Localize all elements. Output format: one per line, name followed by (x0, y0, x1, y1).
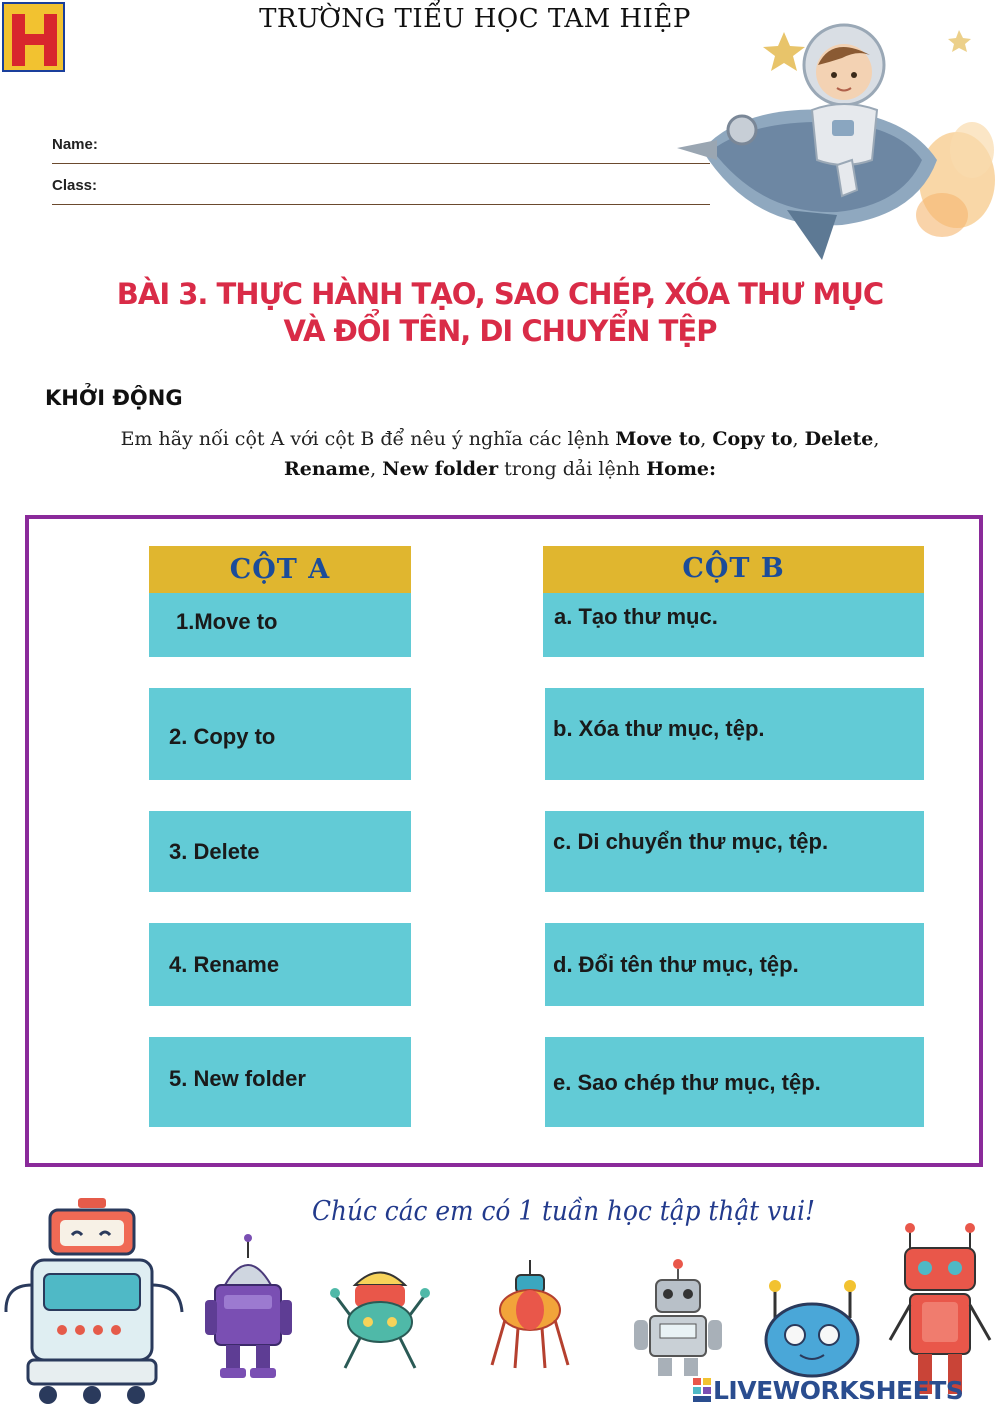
encouragement-message: Chúc các em có 1 tuần học tập thật vui! (312, 1196, 816, 1227)
lesson-title (60, 276, 940, 350)
class-field[interactable] (52, 177, 710, 205)
section-heading: KHỞI ĐỘNG (45, 386, 183, 410)
column-a-item-2[interactable]: 2. Copy to (149, 688, 411, 780)
name-field[interactable] (52, 136, 710, 164)
column-b-item-b[interactable]: b. Xóa thư mục, tệp. (545, 688, 924, 780)
column-b-item-c[interactable]: c. Di chuyển thư mục, tệp. (545, 811, 924, 892)
column-b-item-d[interactable]: d. Đổi tên thư mục, tệp. (545, 923, 924, 1006)
column-a-header: CỘT A (149, 546, 411, 593)
column-a-item-3[interactable]: 3. Delete (149, 811, 411, 892)
instruction-text: Em hãy nối cột A với cột B để nêu ý nghĩa các lệnh Move to, Copy to, Delete, Rename, New folder trong dải lệnh Home: (120, 428, 880, 480)
column-b-item-a[interactable]: a. Tạo thư mục. (543, 593, 924, 657)
liveworksheets-logo-icon (693, 1378, 711, 1402)
class-label: Class: (52, 177, 98, 194)
column-b-header: CỘT B (543, 546, 924, 593)
school-name: TRƯỜNG TIỂU HỌC TAM HIỆP (259, 4, 691, 34)
column-a-item-4[interactable]: 4. Rename (149, 923, 411, 1006)
column-b-item-e[interactable]: e. Sao chép thư mục, tệp. (545, 1037, 924, 1127)
school-logo-icon (2, 2, 65, 72)
lesson-title-line1: BÀI 3. THỰC HÀNH TẠO, SAO CHÉP, XÓA THƯ MỤC (116, 277, 884, 311)
liveworksheets-watermark (693, 1376, 963, 1405)
name-label: Name: (52, 136, 98, 153)
astronaut-rocket-illustration (672, 10, 997, 265)
watermark-text: LIVEWORKSHEETS (713, 1376, 964, 1405)
column-a-item-5[interactable]: 5. New folder (149, 1037, 411, 1127)
column-a-item-1[interactable]: 1.Move to (149, 593, 411, 657)
lesson-title-line2: VÀ ĐỔI TÊN, DI CHUYỂN TỆP (283, 314, 717, 348)
